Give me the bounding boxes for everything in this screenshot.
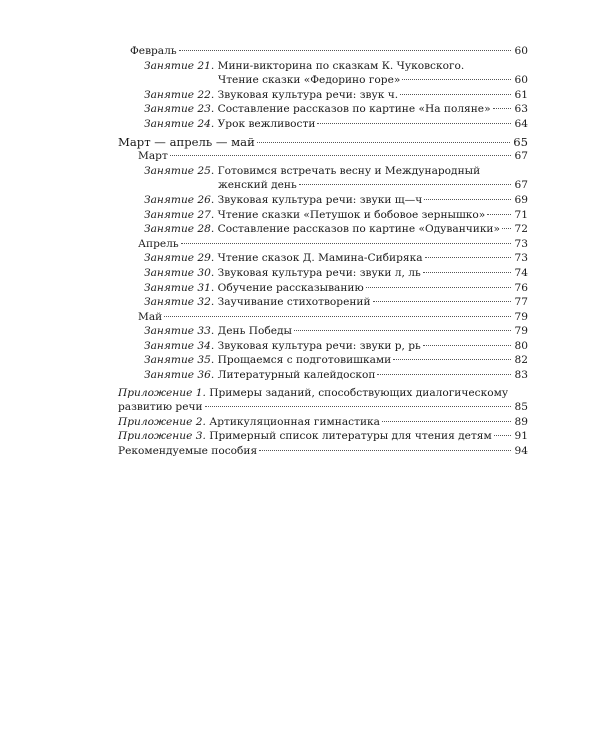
toc-entry [118,59,528,88]
toc-entry [118,222,528,237]
dot-leader [393,359,511,360]
toc-entry [118,386,528,415]
toc-entry [118,368,528,383]
toc-entry [118,44,528,59]
entry-title: Чтение сказок Д. Мамина-Сибиряка [217,252,423,265]
page-number: 76 [514,281,528,294]
toc-entry [118,149,528,164]
entry-label: Занятие 33. [144,325,215,338]
page-number: 64 [514,117,528,130]
page-number: 65 [513,134,528,149]
dot-leader [402,79,511,80]
entry-title: Примерный список литературы для чтения детям [209,430,492,443]
dot-leader [179,50,511,51]
entry-title: Рекомендуемые пособия [118,445,258,458]
page-number: 85 [514,401,528,414]
entry-title: Звуковая культура речи: звуки щ—ч [217,193,423,206]
toc-entry [118,266,528,281]
toc-entry [118,88,528,103]
page-number: 61 [514,88,528,101]
table-of-contents [118,44,528,459]
dot-leader [382,421,511,422]
entry-label: Занятие 30. [144,266,215,279]
toc-entry [118,193,528,208]
dot-leader [373,301,511,302]
page-number: 89 [514,415,528,428]
toc-entry [118,444,528,459]
entry-title: Заучивание стихотворений [217,296,371,309]
entry-label: Занятие 24. [144,117,215,130]
page-number: 83 [514,369,528,382]
toc-entry [118,415,528,430]
entry-label: Занятие 22. [144,88,215,101]
toc-entry [118,353,528,368]
toc-entry [118,429,528,444]
page-number: 94 [514,445,528,458]
page-number: 69 [514,193,528,206]
page-number: 79 [514,325,528,338]
page-number: 73 [514,237,528,250]
entry-title: Составление рассказов по картине «На поляне» [217,103,491,116]
toc-entry [118,164,528,193]
entry-title: Апрель [138,237,179,250]
entry-title: Литературный калейдоскоп [217,369,376,382]
entry-label: Занятие 28. [144,223,215,236]
entry-label: Занятие 26. [144,193,215,206]
entry-label: Занятие 34. [144,339,215,352]
entry-title: Февраль [130,45,177,57]
dot-leader [400,94,511,95]
entry-title-continued: женский день [218,179,297,192]
entry-title: Прощаемся с подготовишками [217,354,392,367]
toc-entry [118,295,528,310]
dot-leader [423,272,511,273]
page-number: 73 [514,252,528,265]
entry-label: Занятие 36. [144,369,215,382]
entry-title: День Победы [217,325,292,338]
entry-title: Май [138,310,163,323]
entry-title: Звуковая культура речи: звуки р, рь [217,339,421,352]
toc-entry [118,324,528,339]
entry-title: Урок вежливости [217,117,316,130]
toc-entry [118,208,528,223]
dot-leader [494,435,511,436]
entry-label: Приложение 2. [118,415,206,428]
entry-label: Занятие 35. [144,354,215,367]
page-number: 60 [514,74,528,87]
entry-label: Приложение 3. [118,430,206,443]
toc-entry [118,339,528,354]
page-number: 72 [514,223,528,236]
entry-title: Обучение рассказыванию [217,281,364,294]
entry-label: Приложение 1. [118,386,206,399]
toc-entry [118,135,528,150]
toc-entry [118,281,528,296]
page-number: 74 [514,266,528,279]
entry-title: Март [138,150,168,163]
entry-label: Занятие 21. [144,59,215,72]
toc-entry [118,102,528,117]
dot-leader [424,199,511,200]
dot-leader [425,257,511,258]
page-number: 79 [514,310,528,323]
toc-entry [118,237,528,252]
toc-entry [118,310,528,325]
page-number: 82 [514,354,528,367]
dot-leader [317,123,511,124]
entry-title-continued: развитию речи [118,401,203,414]
entry-title: Готовимся встречать весну и Международный [217,164,481,177]
dot-leader [487,214,511,215]
page-number: 80 [514,339,528,352]
dot-leader [205,406,511,407]
dot-leader [502,228,511,229]
dot-leader [259,450,511,451]
entry-title: Артикуляционная гимнастика [209,415,380,428]
entry-title: Март — апрель — май [118,134,255,149]
page-number: 63 [514,103,528,116]
page-number: 67 [514,179,528,192]
entry-label: Занятие 25. [144,164,215,177]
toc-entry [118,117,528,132]
dot-leader [423,345,511,346]
dot-leader [164,316,511,317]
dot-leader [377,374,511,375]
entry-title: Звуковая культура речи: звук ч. [217,88,399,101]
entry-label: Занятие 31. [144,281,215,294]
page-number: 67 [514,150,528,163]
entry-label: Занятие 32. [144,296,215,309]
dot-leader [257,142,510,143]
entry-label: Занятие 23. [144,103,215,116]
entry-title-continued: Чтение сказки «Федорино горе» [218,74,401,87]
entry-title: Чтение сказки «Петушок и бобовое зернышко» [217,208,486,221]
dot-leader [294,330,511,331]
entry-title: Мини-викторина по сказкам К. Чуковского. [217,59,465,72]
page-number: 77 [514,296,528,309]
dot-leader [299,184,511,185]
entry-title: Звуковая культура речи: звуки л, ль [217,266,421,279]
page-number: 71 [514,208,528,221]
dot-leader [366,287,511,288]
entry-title: Составление рассказов по картине «Одуванчики» [217,223,500,236]
entry-title: Примеры заданий, способствующих диалогическому [209,386,509,399]
toc-entry [118,251,528,266]
dot-leader [493,108,511,109]
page-number: 91 [514,430,528,443]
dot-leader [170,155,511,156]
entry-label: Занятие 29. [144,252,215,265]
page-number: 60 [514,45,528,57]
entry-label: Занятие 27. [144,208,215,221]
dot-leader [181,243,511,244]
